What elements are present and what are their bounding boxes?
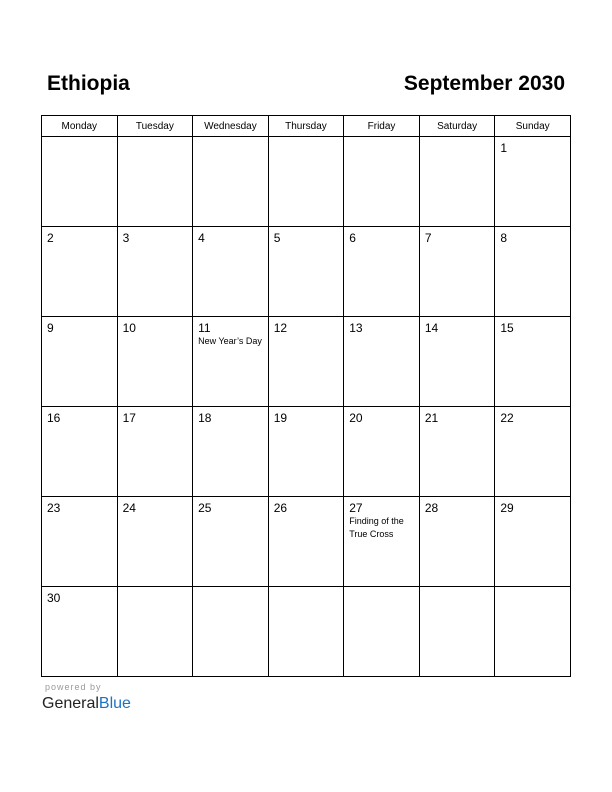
country-title: Ethiopia: [47, 72, 130, 95]
day-cell: [419, 227, 495, 317]
day-number: 12: [273, 321, 288, 335]
day-cell: [117, 137, 193, 227]
weekday-header: Friday: [344, 116, 420, 137]
day-cell: [495, 227, 571, 317]
day-number: 19: [273, 411, 288, 425]
day-cell: [42, 227, 118, 317]
day-cell: [344, 587, 420, 677]
day-number: 3: [122, 231, 130, 245]
powered-by-text: powered by: [45, 682, 102, 692]
day-cell: [344, 407, 420, 497]
day-number: 27: [349, 501, 363, 515]
day-cell: [344, 227, 420, 317]
day-cell: [344, 137, 420, 227]
holiday-label: New Year’s Day: [198, 336, 262, 346]
day-number: 2: [47, 231, 54, 245]
day-cell: [344, 497, 420, 587]
day-number: 20: [349, 411, 363, 425]
day-cell: [42, 407, 118, 497]
day-cell: [419, 497, 495, 587]
day-number: 5: [273, 231, 281, 245]
week-row: [42, 407, 571, 497]
day-number: 17: [122, 411, 136, 425]
day-cell: [117, 587, 193, 677]
day-cell: [495, 587, 571, 677]
weekday-header: Sunday: [495, 116, 571, 137]
week-row: [42, 317, 571, 407]
day-cell: [193, 587, 269, 677]
brand-general: General: [42, 695, 99, 712]
day-cell: [268, 137, 344, 227]
day-number: 21: [424, 411, 439, 425]
day-number: 4: [198, 231, 205, 245]
calendar-grid: [41, 115, 571, 677]
holiday-label: Finding of the True Cross: [349, 516, 404, 539]
day-cell: [193, 137, 269, 227]
week-row: [42, 137, 571, 227]
day-cell: [419, 587, 495, 677]
week-row: [42, 497, 571, 587]
weekday-header: Wednesday: [193, 116, 269, 137]
day-cell: [117, 227, 193, 317]
day-cell: [193, 497, 269, 587]
day-cell: [117, 407, 193, 497]
day-cell: [419, 137, 495, 227]
day-number: 23: [47, 501, 61, 515]
day-number: 28: [424, 501, 439, 515]
day-cell: [268, 497, 344, 587]
day-number: 8: [500, 231, 508, 245]
week-row: [42, 587, 571, 677]
weekday-header-row: [42, 116, 571, 137]
weekday-header: Saturday: [419, 116, 495, 137]
day-cell: [193, 227, 269, 317]
day-number: 6: [349, 231, 356, 245]
month-year-title: September 2030: [403, 72, 565, 95]
day-cell: [344, 317, 420, 407]
day-number: 10: [122, 321, 136, 335]
day-cell: [268, 407, 344, 497]
day-cell: [42, 317, 118, 407]
day-cell: [193, 407, 269, 497]
day-number: 24: [122, 501, 136, 515]
day-number: 9: [47, 321, 54, 335]
day-number: 7: [424, 231, 432, 245]
day-cell: [42, 587, 118, 677]
day-cell: [117, 317, 193, 407]
day-cell: [495, 137, 571, 227]
weekday-header: Thursday: [268, 116, 344, 137]
day-cell: [419, 407, 495, 497]
generalblue-logo[interactable]: [42, 694, 131, 714]
day-number: 25: [198, 501, 212, 515]
day-cell: [268, 317, 344, 407]
day-number: 13: [349, 321, 363, 335]
weekday-header: Tuesday: [117, 116, 193, 137]
day-number: 29: [500, 501, 514, 515]
day-number: 15: [500, 321, 514, 335]
day-number: 16: [47, 411, 61, 425]
day-number: 30: [47, 591, 61, 605]
day-cell: [42, 137, 118, 227]
day-cell: [117, 497, 193, 587]
weekday-header: Monday: [42, 116, 118, 137]
day-number: 11: [198, 321, 211, 335]
day-cell: [42, 497, 118, 587]
week-row: [42, 227, 571, 317]
day-cell: [268, 227, 344, 317]
day-cell: [193, 317, 269, 407]
day-number: 22: [500, 411, 514, 425]
day-cell: [495, 407, 571, 497]
day-number: 18: [198, 411, 212, 425]
day-cell: [268, 587, 344, 677]
day-number: 1: [500, 141, 508, 155]
day-cell: [495, 497, 571, 587]
brand-blue: Blue: [98, 695, 131, 712]
day-cell: [419, 317, 495, 407]
day-number: 14: [424, 321, 439, 335]
day-number: 26: [273, 501, 288, 515]
day-cell: [495, 317, 571, 407]
